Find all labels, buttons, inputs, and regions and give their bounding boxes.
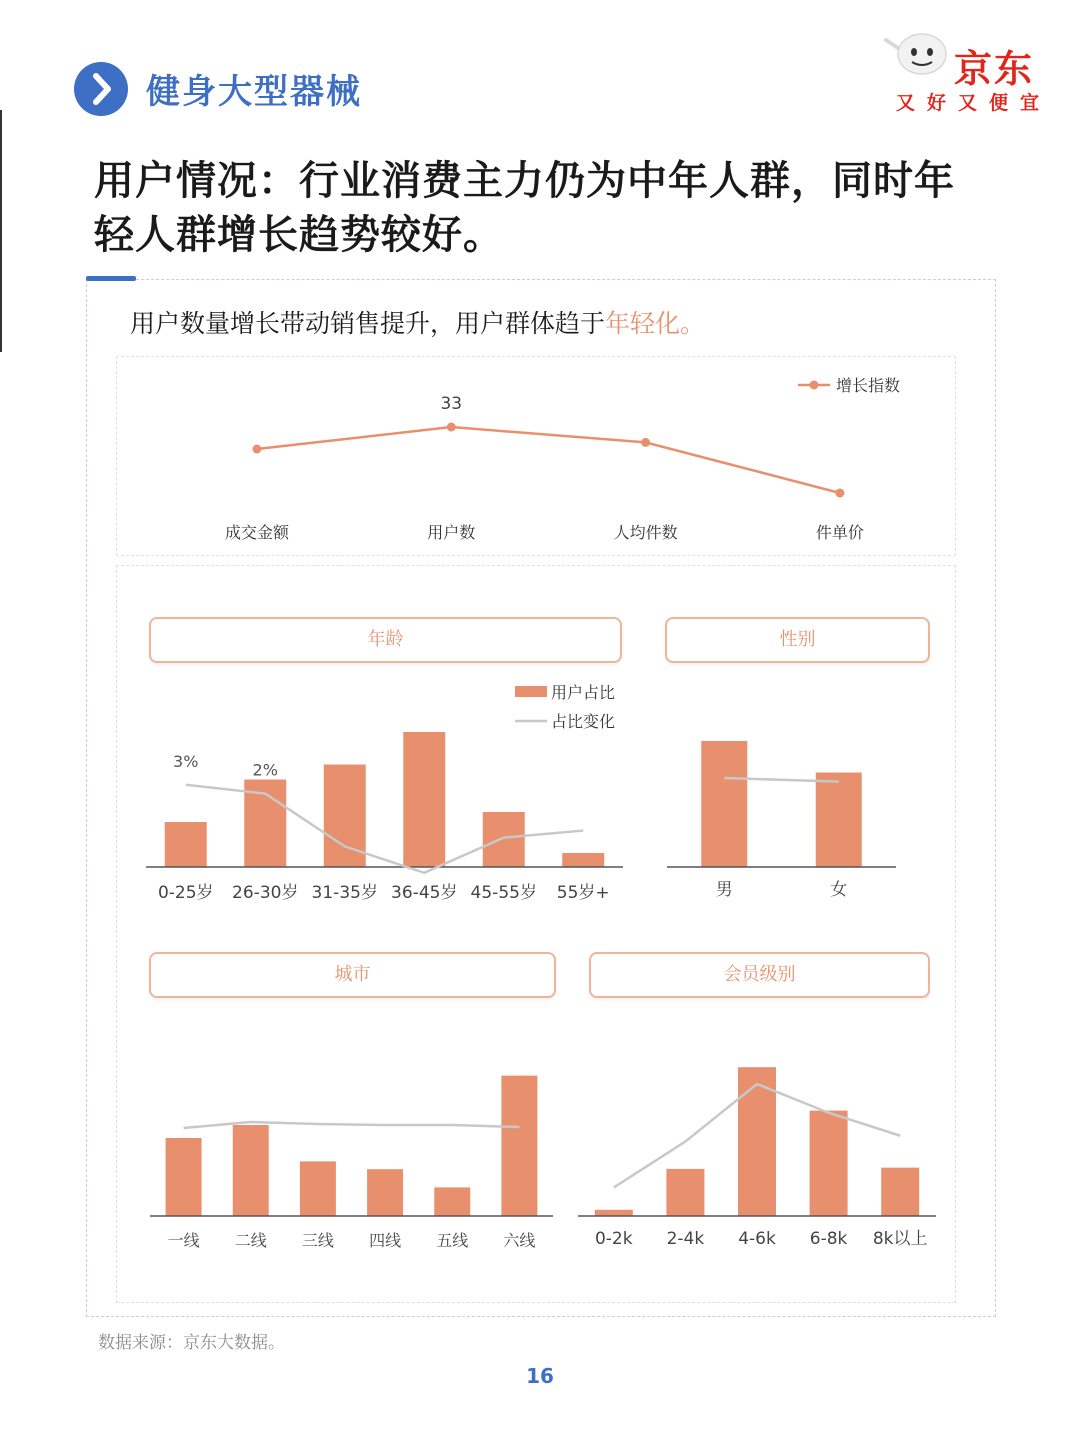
growth-tick-label: 用户数 bbox=[427, 523, 476, 542]
gender-bar-0 bbox=[701, 741, 747, 867]
age-data-label: 3% bbox=[173, 751, 199, 771]
city-tick-label: 四线 bbox=[369, 1231, 402, 1250]
age-title: 年龄 bbox=[149, 617, 622, 663]
member-bar-0 bbox=[595, 1210, 633, 1216]
member-bar-3 bbox=[810, 1111, 848, 1216]
brand-slogan: 又好又便宜 bbox=[896, 92, 1052, 114]
age-tick-label: 55岁+ bbox=[556, 883, 610, 903]
city-bar-1 bbox=[233, 1125, 269, 1216]
city-bar-3 bbox=[367, 1169, 403, 1216]
data-source: 数据来源：京东大数据。 bbox=[98, 1333, 285, 1353]
section-title: 健身大型器械 bbox=[146, 72, 362, 112]
city-bar-4 bbox=[434, 1187, 470, 1216]
member-bar-1 bbox=[666, 1169, 704, 1216]
growth-data-label: 33 bbox=[440, 394, 463, 414]
brand-wordmark: 京东 bbox=[954, 47, 1035, 91]
intro-text: 用户数量增长带动销售提升，用户群体趋于 bbox=[130, 309, 606, 338]
city-tick-label: 一线 bbox=[167, 1231, 200, 1250]
gender-tick-label: 女 bbox=[830, 880, 848, 900]
age-legend-bar-label: 用户占比 bbox=[551, 683, 616, 702]
growth-tick-label: 人均件数 bbox=[613, 523, 678, 542]
gender-bar-1 bbox=[816, 773, 862, 868]
growth-line bbox=[257, 427, 840, 493]
age-bar-3 bbox=[403, 732, 445, 867]
growth-point-0 bbox=[253, 445, 262, 454]
age-legend-bar-swatch bbox=[515, 686, 547, 697]
member-tick-label: 8k以上 bbox=[872, 1229, 928, 1249]
page-number: 16 bbox=[526, 1364, 554, 1388]
city-bar-2 bbox=[300, 1161, 336, 1216]
growth-point-1 bbox=[447, 423, 456, 432]
age-legend-line-label: 占比变化 bbox=[551, 712, 616, 731]
city-bar-0 bbox=[166, 1138, 202, 1216]
age-tick-label: 36-45岁 bbox=[391, 883, 458, 903]
member-bar-4 bbox=[881, 1168, 919, 1216]
member-tick-label: 6-8k bbox=[809, 1229, 848, 1249]
growth-tick-label: 成交金额 bbox=[224, 523, 290, 542]
age-tick-label: 31-35岁 bbox=[311, 883, 378, 903]
intro-highlight: 年轻化。 bbox=[605, 309, 706, 338]
age-data-label: 2% bbox=[252, 760, 278, 780]
age-bar-0 bbox=[165, 822, 207, 867]
page-headline: 用户情况：行业消费主力仍为中年人群，同时年轻人群增长趋势较好。 bbox=[94, 158, 955, 258]
member-title: 会员级别 bbox=[589, 952, 930, 998]
city-title: 城市 bbox=[149, 952, 556, 998]
city-tick-label: 六线 bbox=[503, 1231, 536, 1250]
growth-point-2 bbox=[641, 438, 650, 447]
member-tick-label: 2-4k bbox=[666, 1229, 705, 1249]
age-tick-label: 45-55岁 bbox=[470, 883, 537, 903]
age-tick-label: 26-30岁 bbox=[232, 883, 299, 903]
gender-title: 性别 bbox=[665, 617, 930, 663]
growth-legend-label: 增长指数 bbox=[836, 376, 901, 395]
city-tick-label: 五线 bbox=[436, 1231, 469, 1250]
age-tick-label: 0-25岁 bbox=[157, 883, 214, 903]
age-bar-4 bbox=[483, 812, 525, 867]
growth-legend-marker bbox=[810, 381, 819, 390]
city-bar-5 bbox=[501, 1076, 537, 1216]
member-tick-label: 0-2k bbox=[594, 1229, 633, 1249]
member-tick-label: 4-6k bbox=[738, 1229, 776, 1249]
growth-point-3 bbox=[835, 489, 844, 498]
city-tick-label: 二线 bbox=[234, 1231, 267, 1250]
growth-tick-label: 件单价 bbox=[815, 523, 864, 542]
age-bar-5 bbox=[562, 853, 604, 867]
city-tick-label: 三线 bbox=[301, 1231, 334, 1250]
gender-tick-label: 男 bbox=[715, 880, 733, 900]
